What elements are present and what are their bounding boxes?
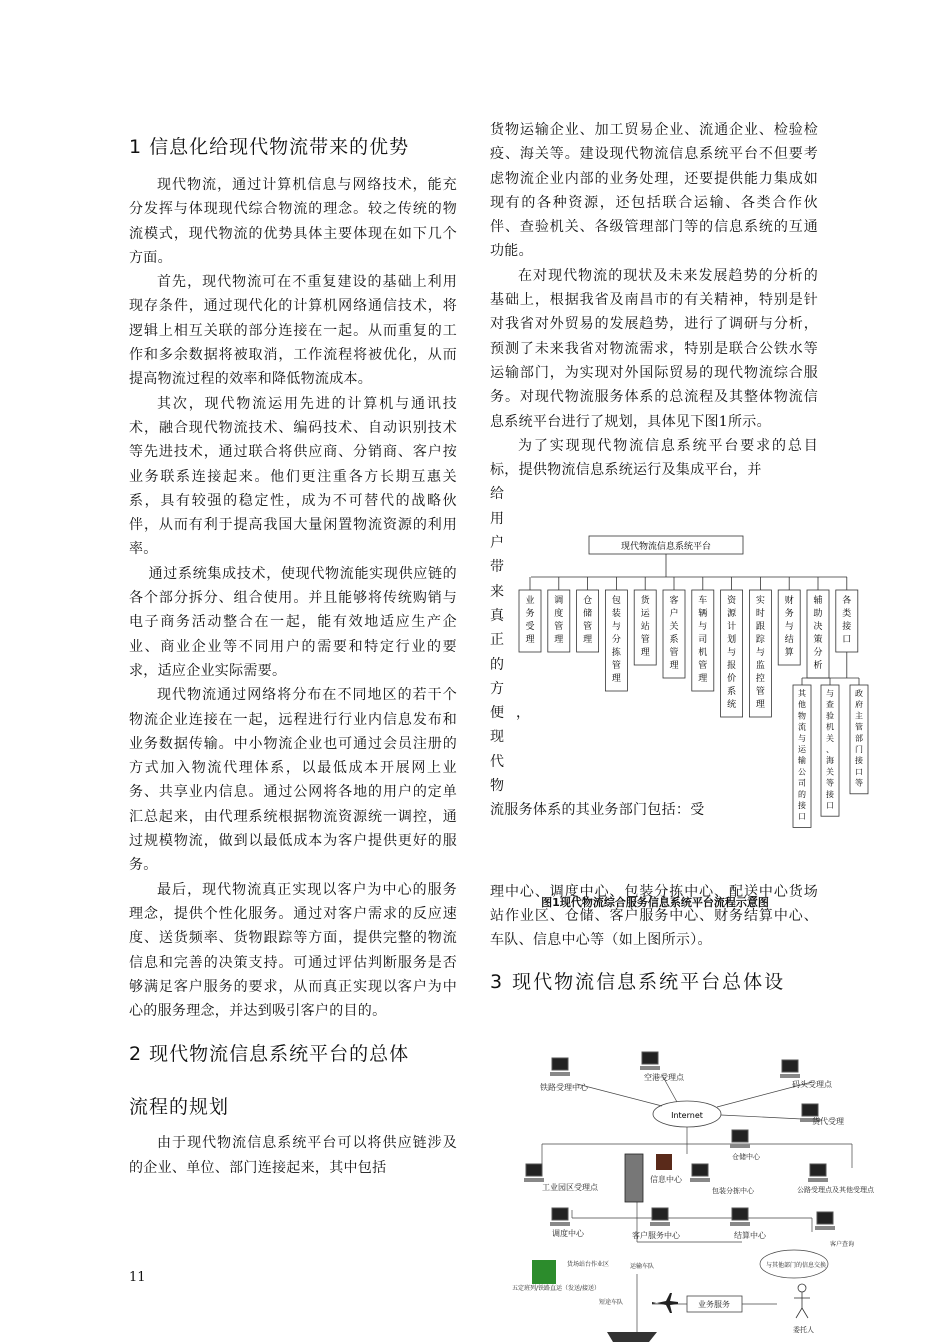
flowchart-node-label: 辅助决策分析 (813, 596, 823, 671)
computer-icon (730, 1130, 750, 1148)
figure-1-flowchart (512, 532, 872, 832)
vertical-char: 现 (490, 729, 504, 746)
vertical-char (490, 701, 530, 725)
section-2-heading-line2: 流程的规划 (129, 1096, 230, 1119)
section-3-heading: 3 现代物流信息系统平台总体设 (490, 970, 786, 993)
computer-icon (808, 1164, 828, 1182)
green-badge (532, 1260, 556, 1284)
paragraph: 现代物流，通过计算机信息与网络技术，能充分发挥与体现现代综合物流的理念。较之传统的物流模式，现代物流的优势具体主要体现在如下几个方面。 (129, 177, 457, 266)
flowchart-node-label: 客户关系管理 (669, 596, 679, 671)
paragraph: 货物运输企业、加工贸易企业、流通企业、检验检疫、海关等。建设现代物流信息系统平台不但要考虑物流企业内部的业务处理，还要提供能力集成如现有的各种资源，还包括联合运输、各类合作伙伴、查验机关、各级管理部门等的信息系统的互通功能。 (490, 122, 818, 260)
computer-icon (690, 1164, 710, 1182)
computer-icon (650, 1208, 670, 1226)
net-label: 运输车队 (630, 1263, 655, 1270)
paragraph: 由于现代物流信息系统平台可以将供应链涉及的企业、单位、部门连接起来，其中包括 (129, 1135, 457, 1176)
vertical-char: 真 (490, 607, 504, 624)
root-label: 现代物流信息系统平台 (620, 542, 712, 552)
flowchart-node-label: 财务与结算 (784, 596, 794, 658)
vertical-char: 的 (490, 656, 504, 673)
net-label: Internet (671, 1111, 703, 1120)
info-center-server (625, 1154, 643, 1202)
computer-icon (524, 1164, 544, 1182)
flowchart-subnode-label: 其他物流与运输公司的接口 (798, 689, 806, 822)
computer-icon (780, 1060, 800, 1078)
flowchart-node-label: 资源计划与报价系统 (727, 596, 737, 710)
net-label: 调度中心 (552, 1229, 584, 1238)
vertical-char: 用 (490, 510, 504, 527)
net-label: 工业园区受理点 (542, 1183, 598, 1192)
computer-icon (550, 1058, 570, 1076)
vertical-char: 便 (490, 705, 504, 722)
computer-icon (640, 1052, 660, 1070)
paragraph: 为了实现现代物流信息系统平台要求的总目标，提供物流信息系统运行及集成平台，并 (490, 437, 818, 479)
vertical-char: 代 (490, 753, 504, 770)
vertical-char: 方 (490, 680, 504, 697)
person-icon (794, 1284, 810, 1318)
flowchart-node-label: 调度管理 (554, 596, 564, 645)
paragraph: 现代物流通过网络将分布在不同地区的若干个物流企业连接在一起，远程进行行业内信息发布和业务数据传输。中小物流企业也可通过会员注册的方式加入物流代理体系，以最低成本开展网上业务、共享业内信息。通过公网将各地的用户的定单汇总起来，由代理系统根据物流资源统一调控，通过规模物流，做到以最低成本为客户提供更好的服务。 (129, 687, 457, 874)
net-label: 铁路受理中心 (540, 1083, 588, 1092)
paragraph: 最后，现代物流真正实现以客户为中心的服务理念，提供个性化服务。通过对客户需求的反应速度、送货频率、货物跟踪等方面，提供完整的物流信息和完善的决策支持。可通过评估判断服务是否够满足客户服务的要求，从而真正实现以客户为中心的服务理念，并达到吸引客户的目的。 (129, 881, 457, 1020)
net-label: 公路受理点及其他受理点 (797, 1186, 874, 1194)
vertical-char: 带 (490, 559, 504, 576)
cargo-box (656, 1154, 672, 1170)
net-label: 码头受理点 (792, 1080, 832, 1089)
flowchart-subchildren (793, 652, 868, 827)
net-label: 信息中心 (650, 1175, 682, 1184)
flowchart-node-label: 包装与分拣管理 (611, 596, 621, 684)
net-label: 五定班列/铁路直运（发送/接送） (512, 1285, 601, 1292)
net-label: 与其他部门的信息交换 (766, 1262, 827, 1269)
flowchart-node-label: 车辆与司机管理 (698, 596, 708, 684)
paragraph: 理中心、调度中心、包装分拣中心、配送中心货场站作业区、仓储、客户服务中心、财务结算中心、车队、信息中心等（如上图所示）。 (490, 883, 818, 949)
paragraph: 其次，现代物流运用先进的计算机与通讯技术，融合现代物流技术、编码技术、自动识别技术等先进技术，通过联合将供应商、分销商、客户按业务联系连接起来。他们更注重各方长期互惠关系，具有较强的稳定性，成为不可替代的战略伙伴，从而有利于提高我国大量闲置物流资源的利用率。 (129, 395, 457, 558)
vertical-char: 户 (490, 535, 504, 552)
network-diagram (512, 1042, 882, 1342)
flowchart-node-label: 业务受理 (525, 596, 535, 645)
flowchart-node-label: 货运站管理 (640, 596, 650, 658)
vertical-char: 物 (490, 778, 504, 795)
flowchart-node-label: 仓储管理 (583, 596, 593, 645)
paragraph: 流服务体系的其业务部门包括：受 (490, 802, 705, 819)
net-label: 短途车队 (599, 1299, 624, 1306)
net-label: 委托人 (793, 1326, 814, 1334)
section-2-heading-line1: 2 现代物流信息系统平台的总体 (129, 1043, 410, 1066)
airplane-icon (652, 1293, 678, 1313)
net-label: 包装分拣中心 (712, 1187, 754, 1195)
ship-icon (607, 1332, 657, 1342)
computer-icon (730, 1208, 750, 1226)
flowchart-node-label: 各类接口 (842, 596, 852, 645)
vertical-char (490, 677, 514, 701)
net-label: 结算中心 (734, 1231, 766, 1240)
flowchart-node-label: 实时跟踪与监控管理 (755, 596, 765, 710)
left-column (129, 118, 457, 1180)
paragraph: 通过系统集成技术，使现代物流能实现供应链的各个部分拆分、组合使用。并且能够将传统购销与电子商务活动整合在一起，能有效地适应生产企业、商业企业等不同用户的需要和特定行业的要求，适应企业实际需要。 (129, 565, 457, 679)
section-1-heading: 1 信息化给现代物流带来的优势 (129, 136, 410, 158)
net-label: 客户服务中心 (632, 1231, 680, 1240)
vertical-char: 来 (490, 583, 504, 600)
net-label: 货场站台作业区 (567, 1261, 610, 1268)
figure-1-caption: 图1现代物流综合服务信息系统平台流程示意图 (541, 896, 769, 909)
net-label: 客户查询 (830, 1241, 855, 1248)
comma: ， (516, 705, 530, 722)
paragraph: 在对现代物流的现状及未来发展趋势的分析的基础上，根据我省及南昌市的有关精神，特别是针对我省对外贸易的发展趋势，进行了调研与分析，预测了未来我省对物流需求，特别是联合公铁水等运输部门，为实现对外国际贸易的现代物流综合服务。对现代物流服务体系的总流程及其整体物流信息系统平台进行了规划，具体见下图1所示。 (490, 267, 818, 430)
paragraph: 首先，现代物流可在不重复建设的基础上利用现存条件，通过现代化的计算机网络通信技术，将逻辑上相互关联的部分连接在一起。从而重复的工作和多余数据将被取消，工作流程将被优化，从而提高物流过程的效率和降低物流成本。 (129, 274, 457, 388)
net-label: 仓储中心 (732, 1153, 760, 1161)
net-label: 业务服务 (698, 1300, 730, 1309)
vertical-char: 正 (490, 632, 504, 649)
net-label: 货代受理 (812, 1117, 844, 1126)
page-number: 11 (129, 1270, 146, 1285)
vertical-char: 给 (490, 486, 504, 503)
computer-icon (550, 1208, 570, 1226)
computer-icon (815, 1212, 835, 1230)
net-label: 空港受理点 (644, 1073, 684, 1082)
flowchart-subnode-label: 与查验机关、海关等接口 (826, 689, 834, 810)
flowchart-subnode-label: 政府主管部门接口等 (855, 689, 863, 788)
